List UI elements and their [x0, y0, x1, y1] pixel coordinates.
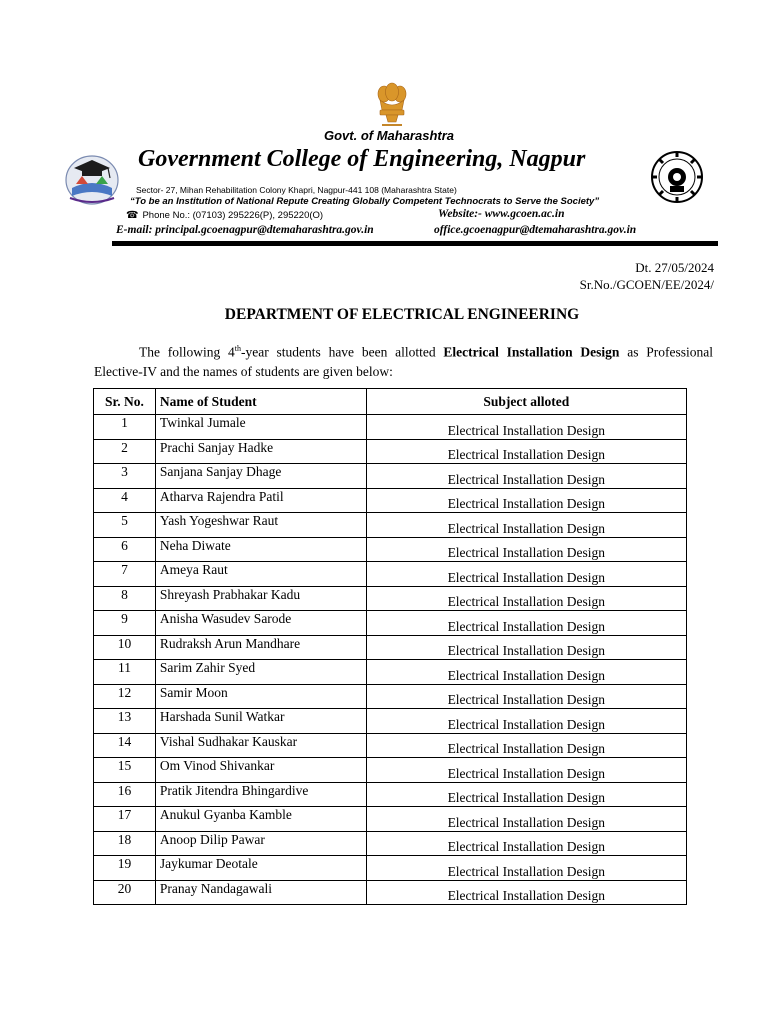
sr-no-cell: 11 [94, 660, 156, 685]
subject-cell: Electrical Installation Design [366, 464, 686, 489]
subject-cell: Electrical Installation Design [366, 611, 686, 636]
sr-no-cell: 20 [94, 880, 156, 905]
sr-no-cell: 14 [94, 733, 156, 758]
subject-cell: Electrical Installation Design [366, 709, 686, 734]
sr-no-cell: 16 [94, 782, 156, 807]
table-row [94, 782, 687, 807]
subject-cell: Electrical Installation Design [366, 807, 686, 832]
student-name-cell: Yash Yogeshwar Raut [155, 513, 366, 538]
subject-cell: Electrical Installation Design [366, 831, 686, 856]
reference-block [580, 259, 714, 293]
document-date: Dt. 27/05/2024 [635, 260, 714, 275]
student-name-cell: Anisha Wasudev Sarode [155, 611, 366, 636]
student-name-cell: Sanjana Sanjay Dhage [155, 464, 366, 489]
phone-icon: ☎ [126, 210, 139, 221]
sr-no-cell: 1 [94, 415, 156, 440]
phone-number: Phone No.: (07103) 295226(P), 295220(O) [142, 210, 324, 221]
sr-no-cell: 15 [94, 758, 156, 783]
subject-cell: Electrical Installation Design [366, 562, 686, 587]
student-name-cell: Twinkal Jumale [155, 415, 366, 440]
table-row [94, 660, 687, 685]
subject-cell: Electrical Installation Design [366, 635, 686, 660]
department-heading: DEPARTMENT OF ELECTRICAL ENGINEERING [224, 306, 580, 323]
intro-superscript: th [234, 344, 242, 353]
table-row [94, 537, 687, 562]
table-row [94, 684, 687, 709]
intro-text-1: The following 4 [139, 344, 235, 360]
table-row [94, 807, 687, 832]
subject-cell: Electrical Installation Design [366, 660, 686, 685]
document-serial-number: Sr.No./GCOEN/EE/2024/ [579, 277, 714, 292]
sr-no-cell: 4 [94, 488, 156, 513]
subject-cell: Electrical Installation Design [366, 733, 686, 758]
college-address: Sector- 27, Mihan Rehabilitation Colony Khapri, Nagpur-441 108 (Maharashtra State) [136, 185, 457, 195]
student-name-cell: Atharva Rajendra Patil [155, 488, 366, 513]
email-line [116, 224, 676, 236]
table-row [94, 562, 687, 587]
table-row [94, 831, 687, 856]
table-row [94, 415, 687, 440]
subject-cell: Electrical Installation Design [366, 439, 686, 464]
student-name-cell: Ameya Raut [155, 562, 366, 587]
sr-no-cell: 18 [94, 831, 156, 856]
subject-cell: Electrical Installation Design [366, 758, 686, 783]
sr-no-cell: 7 [94, 562, 156, 587]
website-link[interactable]: Website:- www.gcoen.ac.in [438, 208, 565, 220]
header-sr-no: Sr. No. [94, 389, 156, 415]
ashoka-emblem-icon [372, 80, 412, 130]
sr-no-cell: 12 [94, 684, 156, 709]
table-row [94, 439, 687, 464]
intro-paragraph [94, 339, 713, 381]
header-subject: Subject alloted [366, 389, 686, 415]
student-name-cell: Harshada Sunil Watkar [155, 709, 366, 734]
sr-no-cell: 8 [94, 586, 156, 611]
intro-text-2: -year students have been allotted [241, 344, 444, 360]
student-name-cell: Shreyash Prabhakar Kadu [155, 586, 366, 611]
student-name-cell: Jaykumar Deotale [155, 856, 366, 881]
header-student-name: Name of Student [155, 389, 366, 415]
student-name-cell: Samir Moon [155, 684, 366, 709]
subject-cell: Electrical Installation Design [366, 415, 686, 440]
table-row [94, 709, 687, 734]
college-name: Government College of Engineering, Nagpur [138, 146, 586, 172]
subject-cell: Electrical Installation Design [366, 586, 686, 611]
student-allotment-table [93, 388, 687, 905]
sr-no-cell: 9 [94, 611, 156, 636]
table-header-row [94, 389, 687, 415]
table-row [94, 856, 687, 881]
sr-no-cell: 2 [94, 439, 156, 464]
principal-email-link[interactable]: E-mail: principal.gcoenagpur@dtemaharashtra.gov.in [116, 224, 374, 236]
student-name-cell: Pratik Jitendra Bhingardive [155, 782, 366, 807]
table-row [94, 586, 687, 611]
table-row [94, 464, 687, 489]
student-name-cell: Sarim Zahir Syed [155, 660, 366, 685]
table-row [94, 611, 687, 636]
intro-subject: Electrical Installation Design [443, 344, 620, 360]
subject-cell: Electrical Installation Design [366, 684, 686, 709]
student-name-cell: Anukul Gyanba Kamble [155, 807, 366, 832]
government-label: Govt. of Maharashtra [323, 128, 455, 143]
sr-no-cell: 6 [94, 537, 156, 562]
table-row [94, 880, 687, 905]
college-motto: “To be an Institution of National Repute Creating Globally Competent Technocrats to Serve the Society” [130, 196, 600, 207]
student-name-cell: Anoop Dilip Pawar [155, 831, 366, 856]
college-logo-icon [52, 148, 132, 208]
sr-no-cell: 10 [94, 635, 156, 660]
table-row [94, 513, 687, 538]
subject-cell: Electrical Installation Design [366, 856, 686, 881]
subject-cell: Electrical Installation Design [366, 513, 686, 538]
phone-line [126, 210, 323, 221]
student-name-cell: Neha Diwate [155, 537, 366, 562]
college-seal-icon [650, 148, 704, 206]
table-row [94, 488, 687, 513]
sr-no-cell: 19 [94, 856, 156, 881]
subject-cell: Electrical Installation Design [366, 488, 686, 513]
student-name-cell: Om Vinod Shivankar [155, 758, 366, 783]
student-name-cell: Rudraksh Arun Mandhare [155, 635, 366, 660]
sr-no-cell: 5 [94, 513, 156, 538]
student-name-cell: Vishal Sudhakar Kauskar [155, 733, 366, 758]
sr-no-cell: 3 [94, 464, 156, 489]
sr-no-cell: 13 [94, 709, 156, 734]
student-name-cell: Prachi Sanjay Hadke [155, 439, 366, 464]
office-email-link[interactable]: office.gcoenagpur@dtemaharashtra.gov.in [434, 224, 637, 236]
table-row [94, 635, 687, 660]
table-row [94, 758, 687, 783]
subject-cell: Electrical Installation Design [366, 537, 686, 562]
subject-cell: Electrical Installation Design [366, 880, 686, 905]
intro-text-3: as Professional Elective-IV and the names of students are given below: [94, 344, 713, 379]
letterhead-divider [112, 241, 718, 246]
sr-no-cell: 17 [94, 807, 156, 832]
subject-cell: Electrical Installation Design [366, 782, 686, 807]
table-row [94, 733, 687, 758]
student-name-cell: Pranay Nandagawali [155, 880, 366, 905]
